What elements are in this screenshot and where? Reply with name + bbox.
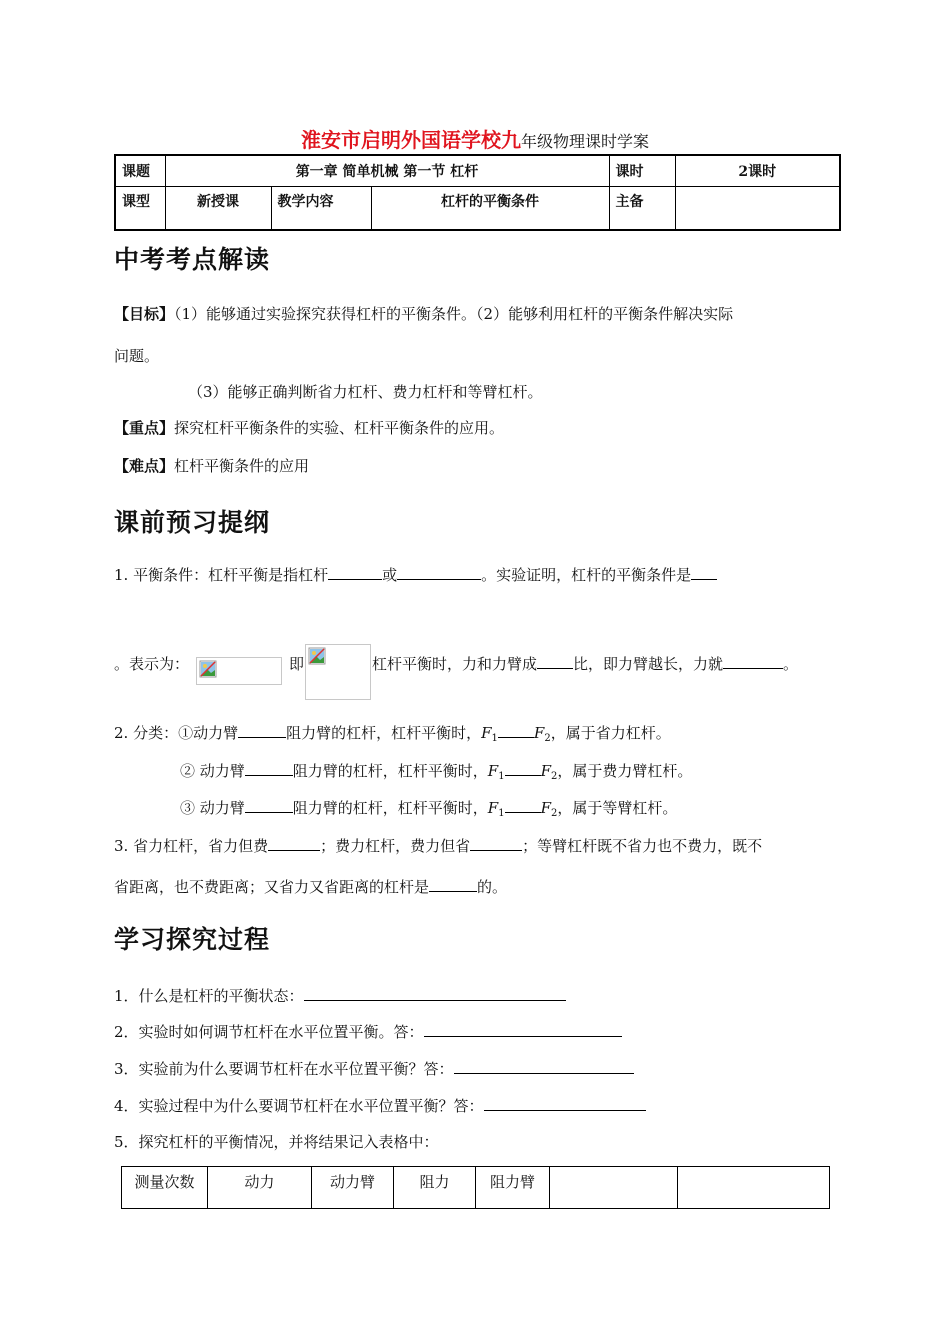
q1-text-e: 即: [289, 655, 305, 673]
lesson-info-table: [114, 154, 841, 231]
q1-blank-3[interactable]: [691, 565, 717, 580]
inquiry-item-2-answer-line[interactable]: [424, 1022, 622, 1037]
q2-row3-blank-1[interactable]: [245, 798, 293, 813]
inquiry-item-4-text: 4．实验过程中为什么要调节杠杆在水平位置平衡？答：: [114, 1097, 484, 1115]
inquiry-item-3-answer-line[interactable]: [454, 1059, 634, 1074]
inquiry-item-4: [114, 1095, 840, 1116]
content-value: 杠杆的平衡条件: [371, 187, 609, 231]
q2-row1-mid: 阻力臂的杠杆，杠杆平衡时，: [286, 724, 482, 742]
q2-row1-sub2: 2: [544, 733, 551, 744]
q3-line-1: [114, 835, 840, 856]
q1-blank-1[interactable]: [328, 565, 382, 580]
q2-row1-blank-1[interactable]: [238, 723, 286, 738]
q2-row3-f1: F: [487, 799, 499, 817]
topic-value: 第一章 简单机械 第一节 杠杆: [165, 155, 609, 187]
q3-blank-2[interactable]: [470, 836, 522, 851]
results-header-cell: 动力臂: [312, 1167, 394, 1209]
inquiry-item-1: [114, 985, 840, 1006]
q2-row1-end: ，属于省力杠杆。: [550, 724, 671, 742]
q2-row1-f1: F: [481, 724, 492, 742]
results-header-cell: 阻力臂: [476, 1167, 550, 1209]
goal-text-b: 问题。: [114, 347, 160, 365]
q2-row3-blank-2[interactable]: [505, 798, 541, 813]
q2-row1-sub1: 1: [491, 733, 498, 744]
q1-text-c: 。实验证明，杠杆的平衡条件是: [481, 566, 692, 584]
inquiry-item-2: [114, 1021, 840, 1042]
goal-line-1: [114, 303, 840, 324]
q2-row2-blank-1[interactable]: [245, 761, 293, 776]
q2-row1-f2: F: [533, 724, 545, 742]
broken-image-icon: [199, 660, 217, 678]
goal-label: 【目标】: [114, 305, 175, 323]
results-header-cell: 阻力: [394, 1167, 476, 1209]
period-label: 课时: [609, 155, 675, 187]
q2-row2-mark: ② 动力臂: [180, 762, 245, 780]
difficulty-label: 【难点】: [114, 457, 175, 475]
results-header-cell[interactable]: [678, 1167, 830, 1209]
goal-text-a: （1）能够通过实验探究获得杠杆的平衡条件。（2）能够利用杠杆的平衡条件解决实际: [174, 305, 734, 323]
period-value: 2课时: [675, 155, 840, 187]
results-header-cell: 测量次数: [122, 1167, 208, 1209]
q2-row3-sub2: 2: [551, 808, 558, 819]
q1-line2-rest: [372, 653, 842, 674]
section-heading-preview: 课前预习提纲: [114, 508, 271, 537]
q2-row-3: [180, 797, 906, 819]
inquiry-item-2-text: 2．实验时如何调节杠杆在水平位置平衡。答：: [114, 1023, 424, 1041]
q1-text-d: 。表示为：: [114, 655, 190, 673]
q2-row1-mark: ①动力臂: [178, 724, 239, 742]
lead-value: [675, 187, 840, 231]
key-text: 探究杠杆平衡条件的实验、杠杆平衡条件的应用。: [174, 419, 505, 437]
q2-row2-mid: 阻力臂的杠杆，杠杆平衡时，: [292, 762, 488, 780]
q2-row3-sub1: 1: [498, 808, 505, 819]
q3-text-e: 的。: [477, 878, 508, 896]
title-suffix: 年级物理课时学案: [520, 132, 649, 151]
key-label: 【重点】: [114, 419, 175, 437]
section-heading-key-points: 中考考点解读: [114, 245, 271, 274]
q2-row1-blank-2[interactable]: [498, 723, 534, 738]
type-label: 课型: [115, 187, 165, 231]
q3-text-b: ；费力杠杆，费力但省: [320, 837, 471, 855]
results-table-header-row: [122, 1167, 830, 1209]
q3-text-d: 省距离，也不费距离；又省力又省距离的杠杆是: [114, 878, 430, 896]
section-heading-inquiry: 学习探究过程: [114, 925, 271, 954]
q2-row3-end: ，属于等臂杠杆。: [557, 799, 678, 817]
q2-row2-sub2: 2: [551, 771, 558, 782]
document-title: [0, 124, 950, 153]
q1-blank-4[interactable]: [537, 654, 573, 669]
q1-text-f: 杠杆平衡时，力和力臂成: [372, 655, 538, 673]
goal-text-c: （3）能够正确判断省力杠杆、费力杠杆和等臂杠杆。: [188, 383, 543, 401]
q3-line-2: [114, 876, 840, 897]
q2-row3-mark: ③ 动力臂: [180, 799, 245, 817]
q3-blank-3[interactable]: [429, 877, 477, 892]
difficulty-text: 杠杆平衡条件的应用: [174, 457, 310, 475]
key-line: [114, 417, 840, 438]
topic-label: 课题: [115, 155, 165, 187]
q2-row3-mid: 阻力臂的杠杆，杠杆平衡时，: [292, 799, 488, 817]
q2-row2-sub1: 1: [498, 771, 505, 782]
q3-text-a: 3. 省力杠杆，省力但费: [114, 837, 269, 855]
formula-image-placeholder-1: [196, 657, 282, 685]
broken-image-icon: [308, 647, 326, 665]
q3-blank-1[interactable]: [268, 836, 320, 851]
preview-q1-line1: [114, 564, 840, 585]
q2-row2-f2: F: [540, 762, 552, 780]
inquiry-item-1-answer-line[interactable]: [304, 986, 566, 1001]
q2-row2-blank-2[interactable]: [505, 761, 541, 776]
q2-row3-f2: F: [540, 799, 552, 817]
inquiry-item-4-answer-line[interactable]: [484, 1096, 646, 1111]
q1-blank-5[interactable]: [723, 654, 783, 669]
results-header-cell[interactable]: [550, 1167, 678, 1209]
school-name: 淮安市启明外国语学校九: [300, 128, 521, 152]
content-label: 教学内容: [271, 187, 371, 231]
formula-image-placeholder-2: [305, 644, 371, 700]
q3-text-c: ；等臂杠杆既不省力也不费力，既不: [522, 837, 763, 855]
difficulty-line: [114, 455, 840, 476]
inquiry-item-1-text: 1．什么是杠杆的平衡状态：: [114, 987, 304, 1005]
inquiry-item-3: [114, 1058, 840, 1079]
results-header-cell: 动力: [208, 1167, 312, 1209]
results-table: [121, 1166, 830, 1209]
q1-text-a: 1. 平衡条件：杠杆平衡是指杠杆: [114, 566, 329, 584]
lead-label: 主备: [609, 187, 675, 231]
q2-row2-end: ，属于费力臂杠杆。: [557, 762, 693, 780]
q2-row-2: [180, 760, 906, 782]
type-value: 新授课: [165, 187, 271, 231]
inquiry-item-3-text: 3．实验前为什么要调节杠杆在水平位置平衡？答：: [114, 1060, 454, 1078]
q2-row2-f1: F: [487, 762, 499, 780]
q1-blank-2[interactable]: [397, 565, 481, 580]
q1-text-h: 。: [783, 655, 799, 673]
inquiry-item-5: 5．探究杠杆的平衡情况，并将结果记入表格中：: [114, 1133, 439, 1151]
q1-text-b: 或: [382, 566, 398, 584]
q2-prefix: 2. 分类：: [114, 724, 179, 742]
q1-text-g: 比，即力臂越长，力就: [573, 655, 724, 673]
q2-row-1: [114, 722, 840, 744]
